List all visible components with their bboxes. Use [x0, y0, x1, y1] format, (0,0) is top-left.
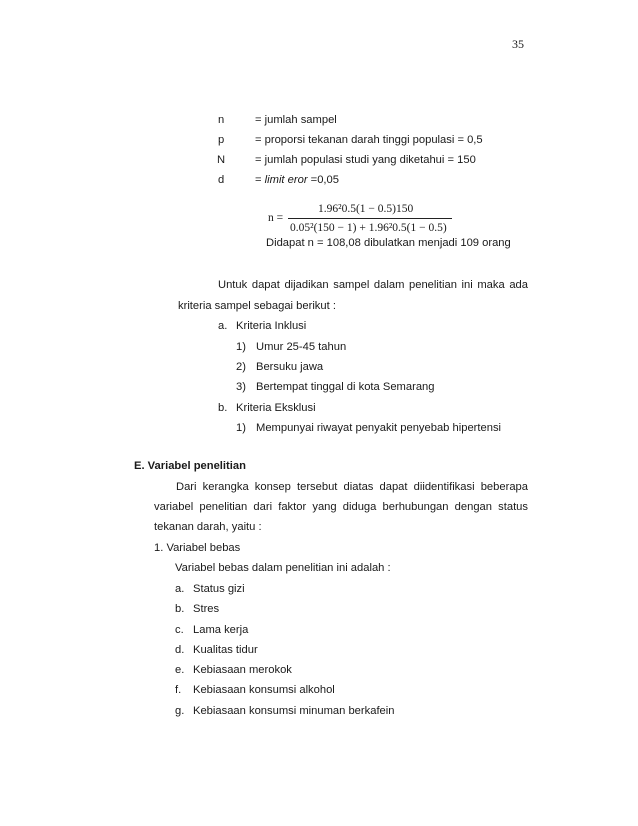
- list-item-number: 3): [236, 381, 246, 393]
- list-item-number: 1): [236, 341, 246, 353]
- list-item-marker: f.: [175, 684, 182, 696]
- list-item-marker: c.: [175, 624, 184, 636]
- definition-d-suffix: =0,05: [307, 174, 339, 186]
- list-item-text: Status gizi: [193, 583, 245, 595]
- section-paragraph-line2: variabel penelitian dari faktor yang diduga berhubungan dengan status: [154, 501, 528, 513]
- definition-d-italic: limit eror: [264, 174, 308, 186]
- list-item-text: Bersuku jawa: [256, 361, 324, 373]
- formula-numerator: 1.96²0.5(1 − 0.5)150: [318, 203, 414, 215]
- exclusion-label: Kriteria Eksklusi: [236, 402, 316, 414]
- definition-symbol-N: N: [217, 154, 226, 166]
- definition-symbol-p: p: [218, 134, 225, 146]
- result-text: Didapat n = 108,08 dibulatkan menjadi 109 orang: [266, 237, 511, 249]
- list-item-text: Umur 25-45 tahun: [256, 341, 347, 353]
- section-paragraph-line3: tekanan darah, yaitu :: [154, 521, 262, 533]
- section-heading: E. Variabel penelitian: [134, 460, 246, 472]
- list-item-number: 1): [236, 422, 246, 434]
- subsection-intro: Variabel bebas dalam penelitian ini adalah :: [175, 562, 391, 574]
- formula-lhs: n =: [268, 212, 284, 224]
- list-item-marker: e.: [175, 664, 185, 676]
- list-item-number: 2): [236, 361, 246, 373]
- definition-text-N: = jumlah populasi studi yang diketahui = 150: [255, 154, 476, 166]
- fraction-bar: [288, 218, 452, 219]
- list-item-marker: g.: [175, 705, 185, 717]
- definition-symbol-d: d: [218, 174, 225, 186]
- list-item-text: Kebiasaan merokok: [193, 664, 292, 676]
- definition-text-d: [255, 174, 339, 186]
- criteria-intro-line1: Untuk dapat dijadikan sampel dalam penelitian ini maka ada: [218, 279, 528, 291]
- list-item-text: Kualitas tidur: [193, 644, 258, 656]
- subsection-heading: 1. Variabel bebas: [154, 542, 241, 554]
- inclusion-label: Kriteria Inklusi: [236, 320, 307, 332]
- page-number: 35: [512, 37, 524, 51]
- definition-text-p: = proporsi tekanan darah tinggi populasi = 0,5: [255, 134, 483, 146]
- list-item-marker: a.: [175, 583, 185, 595]
- criteria-intro-line2: kriteria sampel sebagai berikut :: [178, 300, 336, 312]
- list-item-marker: d.: [175, 644, 185, 656]
- definition-text-n: = jumlah sampel: [255, 114, 337, 126]
- list-item-text: Lama kerja: [193, 624, 249, 636]
- formula-denominator: 0.05²(150 − 1) + 1.96²0.5(1 − 0.5): [290, 222, 447, 234]
- inclusion-marker: a.: [218, 320, 228, 332]
- list-item-text: Mempunyai riwayat penyakit penyebab hipertensi: [256, 422, 502, 434]
- list-item-marker: b.: [175, 603, 185, 615]
- definition-d-prefix: =: [255, 174, 265, 186]
- exclusion-marker: b.: [218, 402, 228, 414]
- list-item-text: Stres: [193, 603, 220, 615]
- definition-symbol-n: n: [218, 114, 225, 126]
- list-item-text: Bertempat tinggal di kota Semarang: [256, 381, 435, 393]
- list-item-text: Kebiasaan konsumsi minuman berkafein: [193, 705, 395, 717]
- list-item-text: Kebiasaan konsumsi alkohol: [193, 684, 335, 696]
- section-paragraph-line1: Dari kerangka konsep tersebut diatas dapat diidentifikasi beberapa: [176, 481, 528, 493]
